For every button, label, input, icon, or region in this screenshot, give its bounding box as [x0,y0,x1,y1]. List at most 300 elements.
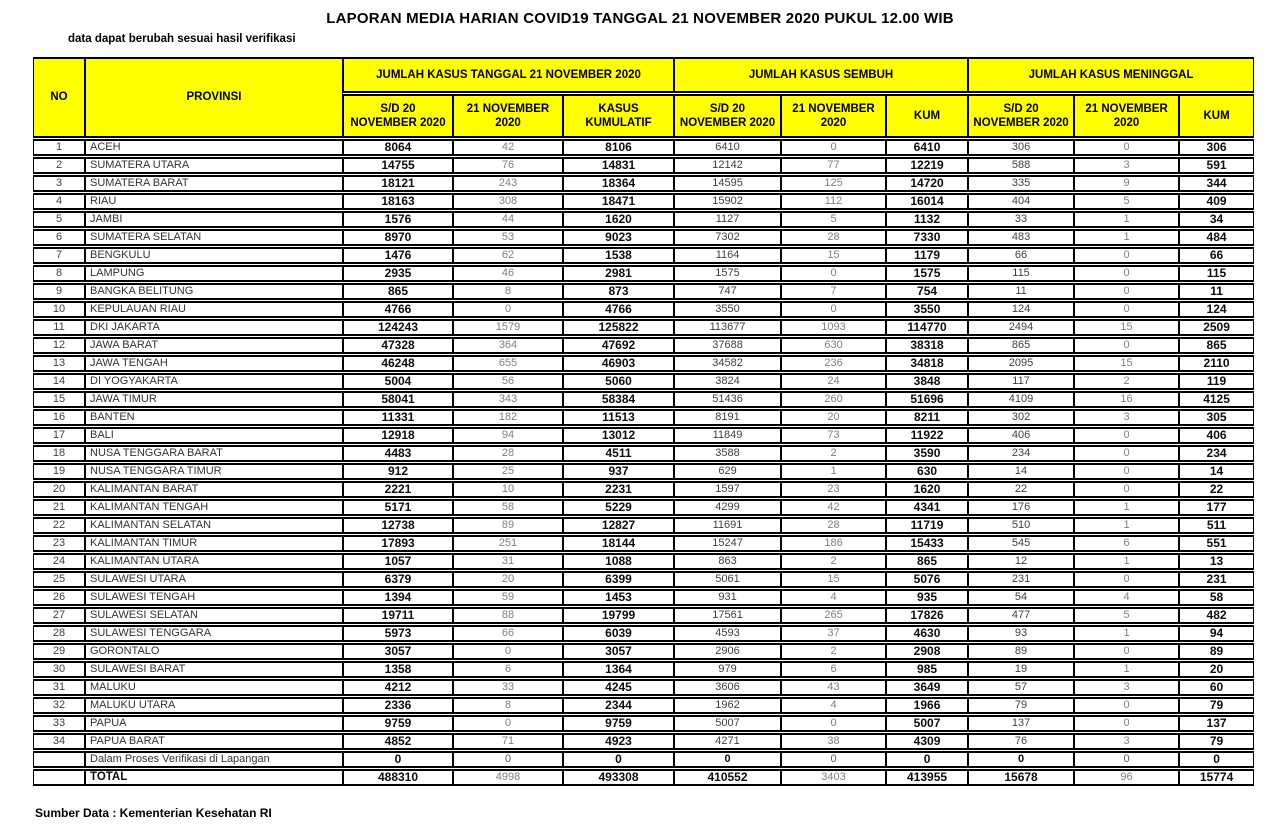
table-row [33,211,1254,228]
cell-sembuh-sd20: 4299 [674,499,781,516]
cell-sembuh-21nov: 0 [781,715,886,732]
cell-sembuh-21nov: 0 [781,751,886,768]
cell-meninggal-sd20: 545 [968,535,1074,552]
cell-meninggal-kum: 511 [1179,517,1254,534]
cell-meninggal-sd20: 57 [968,679,1074,696]
cell-kasus-21nov: 6 [453,661,563,678]
cell-kasus-kumulatif: 11513 [563,409,674,426]
cell-sembuh-kum: 12219 [886,157,968,174]
cell-meninggal-21nov: 96 [1074,769,1179,786]
cell-sembuh-sd20: 1962 [674,697,781,714]
group-header-meninggal: JUMLAH KASUS MENINGGAL [968,57,1254,93]
cell-kasus-sd20: 4766 [343,301,453,318]
row-number: 7 [33,247,85,264]
province-name: DI YOGYAKARTA [85,373,343,390]
cell-meninggal-kum: 20 [1179,661,1254,678]
table-row [33,157,1254,174]
row-number: 13 [33,355,85,372]
cell-meninggal-kum: 66 [1179,247,1254,264]
cell-kasus-sd20: 58041 [343,391,453,408]
cell-sembuh-kum: 8211 [886,409,968,426]
cell-kasus-sd20: 46248 [343,355,453,372]
cell-sembuh-kum: 754 [886,283,968,300]
cell-kasus-kumulatif: 47692 [563,337,674,354]
cell-meninggal-21nov: 3 [1074,733,1179,750]
province-name: SULAWESI TENGAH [85,589,343,606]
table-row [33,643,1254,660]
cell-meninggal-kum: 4125 [1179,391,1254,408]
cell-meninggal-21nov: 15 [1074,355,1179,372]
province-name: KALIMANTAN BARAT [85,481,343,498]
cell-meninggal-sd20: 4109 [968,391,1074,408]
cell-meninggal-sd20: 11 [968,283,1074,300]
table-row [33,589,1254,606]
row-number: 2 [33,157,85,174]
table-row [33,535,1254,552]
cell-sembuh-sd20: 7302 [674,229,781,246]
cell-meninggal-21nov: 1 [1074,625,1179,642]
cell-kasus-sd20: 4852 [343,733,453,750]
row-number: 29 [33,643,85,660]
cell-meninggal-21nov: 2 [1074,373,1179,390]
cell-meninggal-sd20: 79 [968,697,1074,714]
cell-sembuh-kum: 16014 [886,193,968,210]
row-number: 12 [33,337,85,354]
cell-sembuh-sd20: 12142 [674,157,781,174]
cell-sembuh-kum: 935 [886,589,968,606]
province-name: NUSA TENGGARA TIMUR [85,463,343,480]
table-row [33,319,1254,336]
province-name: BENGKULU [85,247,343,264]
covid-report-table [33,56,1254,787]
cell-meninggal-sd20: 137 [968,715,1074,732]
cell-meninggal-kum: 60 [1179,679,1254,696]
cell-sembuh-sd20: 11691 [674,517,781,534]
col-header-no: NO [33,57,85,138]
cell-kasus-21nov: 243 [453,175,563,192]
cell-sembuh-kum: 4309 [886,733,968,750]
table-row [33,463,1254,480]
cell-meninggal-kum: 409 [1179,193,1254,210]
cell-kasus-sd20: 18163 [343,193,453,210]
cell-sembuh-sd20: 113677 [674,319,781,336]
cell-kasus-sd20: 18121 [343,175,453,192]
cell-sembuh-21nov: 0 [781,301,886,318]
cell-kasus-kumulatif: 3057 [563,643,674,660]
cell-kasus-sd20: 12738 [343,517,453,534]
cell-kasus-sd20: 2221 [343,481,453,498]
cell-meninggal-sd20: 93 [968,625,1074,642]
cell-sembuh-sd20: 5007 [674,715,781,732]
cell-meninggal-sd20: 66 [968,247,1074,264]
cell-meninggal-kum: 13 [1179,553,1254,570]
cell-sembuh-sd20: 3606 [674,679,781,696]
row-number: 30 [33,661,85,678]
cell-sembuh-kum: 3649 [886,679,968,696]
cell-kasus-sd20: 4212 [343,679,453,696]
cell-meninggal-21nov: 1 [1074,229,1179,246]
cell-sembuh-sd20: 3824 [674,373,781,390]
cell-sembuh-kum: 1575 [886,265,968,282]
cell-meninggal-21nov: 1 [1074,211,1179,228]
cell-sembuh-21nov: 24 [781,373,886,390]
cell-meninggal-sd20: 231 [968,571,1074,588]
cell-meninggal-sd20: 406 [968,427,1074,444]
cell-meninggal-21nov: 0 [1074,265,1179,282]
cell-kasus-21nov: 308 [453,193,563,210]
cell-meninggal-21nov: 0 [1074,301,1179,318]
cell-meninggal-21nov: 5 [1074,607,1179,624]
row-number: 4 [33,193,85,210]
table-body [33,139,1254,786]
cell-meninggal-sd20: 117 [968,373,1074,390]
cell-meninggal-kum: 305 [1179,409,1254,426]
cell-meninggal-kum: 79 [1179,697,1254,714]
cell-sembuh-sd20: 1164 [674,247,781,264]
cell-meninggal-21nov: 0 [1074,715,1179,732]
cell-sembuh-kum: 4341 [886,499,968,516]
cell-kasus-kumulatif: 1364 [563,661,674,678]
cell-sembuh-21nov: 43 [781,679,886,696]
cell-sembuh-21nov: 1093 [781,319,886,336]
col-header-provinsi: PROVINSI [85,57,343,138]
cell-meninggal-21nov: 4 [1074,589,1179,606]
table-row [33,697,1254,714]
cell-kasus-21nov: 4998 [453,769,563,786]
cell-meninggal-21nov: 3 [1074,409,1179,426]
cell-meninggal-21nov: 15 [1074,319,1179,336]
cell-sembuh-kum: 17826 [886,607,968,624]
cell-kasus-kumulatif: 6039 [563,625,674,642]
cell-meninggal-21nov: 3 [1074,157,1179,174]
row-number: 5 [33,211,85,228]
cell-sembuh-21nov: 1 [781,463,886,480]
cell-sembuh-21nov: 112 [781,193,886,210]
cell-kasus-21nov: 655 [453,355,563,372]
province-name: TOTAL [85,769,343,786]
cell-sembuh-21nov: 6 [781,661,886,678]
cell-kasus-kumulatif: 5060 [563,373,674,390]
cell-sembuh-21nov: 4 [781,589,886,606]
province-name: BALI [85,427,343,444]
table-row [33,517,1254,534]
cell-kasus-21nov: 10 [453,481,563,498]
cell-meninggal-sd20: 12 [968,553,1074,570]
cell-sembuh-kum: 1179 [886,247,968,264]
cell-sembuh-21nov: 2 [781,553,886,570]
cell-sembuh-sd20: 1597 [674,481,781,498]
table-row [33,265,1254,282]
subheader-sembuh-sd20: S/D 20 NOVEMBER 2020 [674,94,781,138]
row-number: 24 [33,553,85,570]
cell-meninggal-kum: 15774 [1179,769,1254,786]
table-row [33,553,1254,570]
province-name: DKI JAKARTA [85,319,343,336]
cell-kasus-21nov: 94 [453,427,563,444]
province-name: SULAWESI UTARA [85,571,343,588]
cell-kasus-kumulatif: 1088 [563,553,674,570]
cell-kasus-kumulatif: 1620 [563,211,674,228]
cell-sembuh-21nov: 28 [781,229,886,246]
cell-kasus-21nov: 58 [453,499,563,516]
cell-sembuh-kum: 1966 [886,697,968,714]
cell-sembuh-sd20: 3588 [674,445,781,462]
cell-kasus-sd20: 3057 [343,643,453,660]
cell-kasus-21nov: 8 [453,283,563,300]
cell-meninggal-sd20: 2095 [968,355,1074,372]
cell-kasus-21nov: 28 [453,445,563,462]
cell-meninggal-sd20: 22 [968,481,1074,498]
cell-kasus-21nov: 8 [453,697,563,714]
row-number [33,769,85,786]
cell-sembuh-21nov: 236 [781,355,886,372]
cell-kasus-21nov: 42 [453,139,563,156]
row-number: 17 [33,427,85,444]
row-number: 18 [33,445,85,462]
cell-kasus-kumulatif: 1453 [563,589,674,606]
table-row [33,409,1254,426]
cell-meninggal-sd20: 483 [968,229,1074,246]
header-group-row [33,57,1254,93]
cell-kasus-21nov: 182 [453,409,563,426]
cell-meninggal-kum: 2110 [1179,355,1254,372]
cell-kasus-21nov: 0 [453,301,563,318]
source-note: Sumber Data : Kementerian Kesehatan RI [35,806,272,820]
cell-sembuh-sd20: 0 [674,751,781,768]
cell-meninggal-kum: 94 [1179,625,1254,642]
cell-sembuh-sd20: 4271 [674,733,781,750]
cell-sembuh-sd20: 629 [674,463,781,480]
cell-meninggal-kum: 34 [1179,211,1254,228]
cell-meninggal-kum: 484 [1179,229,1254,246]
cell-meninggal-kum: 79 [1179,733,1254,750]
cell-kasus-21nov: 71 [453,733,563,750]
cell-meninggal-kum: 14 [1179,463,1254,480]
cell-kasus-kumulatif: 9023 [563,229,674,246]
cell-meninggal-kum: 344 [1179,175,1254,192]
cell-meninggal-kum: 177 [1179,499,1254,516]
subheader-meninggal-sd20: S/D 20 NOVEMBER 2020 [968,94,1074,138]
table-row [33,751,1254,768]
row-number: 19 [33,463,85,480]
table-row [33,445,1254,462]
province-name: RIAU [85,193,343,210]
cell-kasus-sd20: 912 [343,463,453,480]
cell-kasus-21nov: 44 [453,211,563,228]
cell-kasus-kumulatif: 18144 [563,535,674,552]
row-number: 3 [33,175,85,192]
cell-kasus-21nov: 0 [453,715,563,732]
province-name: SUMATERA UTARA [85,157,343,174]
cell-sembuh-kum: 0 [886,751,968,768]
cell-sembuh-sd20: 37688 [674,337,781,354]
cell-kasus-kumulatif: 493308 [563,769,674,786]
cell-meninggal-kum: 234 [1179,445,1254,462]
cell-meninggal-21nov: 0 [1074,751,1179,768]
cell-kasus-kumulatif: 9759 [563,715,674,732]
cell-kasus-21nov: 25 [453,463,563,480]
cell-kasus-sd20: 19711 [343,607,453,624]
cell-sembuh-21nov: 38 [781,733,886,750]
cell-kasus-21nov: 59 [453,589,563,606]
province-name: JAWA TIMUR [85,391,343,408]
cell-meninggal-sd20: 54 [968,589,1074,606]
cell-sembuh-kum: 15433 [886,535,968,552]
cell-meninggal-kum: 231 [1179,571,1254,588]
cell-sembuh-21nov: 4 [781,697,886,714]
cell-sembuh-kum: 14720 [886,175,968,192]
province-name: SUMATERA BARAT [85,175,343,192]
cell-kasus-kumulatif: 2981 [563,265,674,282]
cell-kasus-kumulatif: 125822 [563,319,674,336]
cell-meninggal-21nov: 0 [1074,643,1179,660]
cell-sembuh-kum: 3848 [886,373,968,390]
cell-kasus-21nov: 53 [453,229,563,246]
cell-sembuh-21nov: 3403 [781,769,886,786]
cell-sembuh-21nov: 186 [781,535,886,552]
table-row [33,247,1254,264]
cell-meninggal-kum: 482 [1179,607,1254,624]
cell-meninggal-kum: 58 [1179,589,1254,606]
cell-kasus-21nov: 62 [453,247,563,264]
cell-kasus-kumulatif: 58384 [563,391,674,408]
row-number: 33 [33,715,85,732]
cell-kasus-21nov: 364 [453,337,563,354]
province-name: BANTEN [85,409,343,426]
cell-meninggal-sd20: 15678 [968,769,1074,786]
cell-sembuh-21nov: 2 [781,643,886,660]
row-number: 27 [33,607,85,624]
cell-kasus-21nov: 251 [453,535,563,552]
row-number: 26 [33,589,85,606]
cell-meninggal-kum: 551 [1179,535,1254,552]
cell-kasus-sd20: 5973 [343,625,453,642]
cell-meninggal-kum: 11 [1179,283,1254,300]
cell-sembuh-sd20: 3550 [674,301,781,318]
table-row [33,715,1254,732]
cell-meninggal-sd20: 14 [968,463,1074,480]
table-row [33,355,1254,372]
cell-kasus-21nov: 66 [453,625,563,642]
cell-kasus-21nov: 0 [453,751,563,768]
table-row [33,607,1254,624]
cell-kasus-kumulatif: 46903 [563,355,674,372]
cell-kasus-21nov: 0 [453,643,563,660]
cell-meninggal-sd20: 404 [968,193,1074,210]
cell-meninggal-kum: 119 [1179,373,1254,390]
cell-sembuh-kum: 114770 [886,319,968,336]
cell-meninggal-sd20: 89 [968,643,1074,660]
cell-sembuh-21nov: 0 [781,139,886,156]
cell-sembuh-kum: 1620 [886,481,968,498]
province-name: JAWA BARAT [85,337,343,354]
cell-sembuh-sd20: 51436 [674,391,781,408]
row-number: 31 [33,679,85,696]
cell-meninggal-21nov: 0 [1074,427,1179,444]
cell-kasus-21nov: 343 [453,391,563,408]
province-name: ACEH [85,139,343,156]
cell-meninggal-21nov: 1 [1074,553,1179,570]
cell-kasus-kumulatif: 2231 [563,481,674,498]
cell-kasus-kumulatif: 873 [563,283,674,300]
cell-meninggal-sd20: 76 [968,733,1074,750]
cell-sembuh-21nov: 23 [781,481,886,498]
cell-sembuh-21nov: 15 [781,247,886,264]
subheader-sembuh-21nov: 21 NOVEMBER 2020 [781,94,886,138]
cell-kasus-sd20: 1057 [343,553,453,570]
total-row [33,769,1254,786]
province-name: SULAWESI TENGGARA [85,625,343,642]
subheader-meninggal-kum: KUM [1179,94,1254,138]
cell-sembuh-sd20: 1575 [674,265,781,282]
province-name: JAWA TENGAH [85,355,343,372]
cell-meninggal-sd20: 124 [968,301,1074,318]
row-number: 32 [33,697,85,714]
cell-meninggal-kum: 865 [1179,337,1254,354]
subheader-meninggal-21nov: 21 NOVEMBER 2020 [1074,94,1179,138]
province-name: PAPUA [85,715,343,732]
cell-sembuh-21nov: 2 [781,445,886,462]
cell-sembuh-kum: 4630 [886,625,968,642]
cell-meninggal-21nov: 0 [1074,463,1179,480]
cell-sembuh-21nov: 15 [781,571,886,588]
cell-sembuh-kum: 865 [886,553,968,570]
cell-meninggal-kum: 22 [1179,481,1254,498]
cell-kasus-kumulatif: 4923 [563,733,674,750]
row-number: 6 [33,229,85,246]
cell-kasus-sd20: 6379 [343,571,453,588]
cell-kasus-kumulatif: 4511 [563,445,674,462]
cell-sembuh-sd20: 863 [674,553,781,570]
province-name: KALIMANTAN UTARA [85,553,343,570]
row-number: 21 [33,499,85,516]
group-header-sembuh: JUMLAH KASUS SEMBUH [674,57,968,93]
table-row [33,571,1254,588]
cell-sembuh-21nov: 77 [781,157,886,174]
cell-meninggal-kum: 115 [1179,265,1254,282]
table-row [33,139,1254,156]
table-row [33,301,1254,318]
cell-kasus-21nov: 88 [453,607,563,624]
province-name: NUSA TENGGARA BARAT [85,445,343,462]
cell-kasus-sd20: 2336 [343,697,453,714]
cell-kasus-sd20: 4483 [343,445,453,462]
table-row [33,679,1254,696]
table-row [33,391,1254,408]
cell-sembuh-kum: 51696 [886,391,968,408]
row-number: 16 [33,409,85,426]
subheader-sembuh-kum: KUM [886,94,968,138]
cell-meninggal-kum: 2509 [1179,319,1254,336]
cell-kasus-sd20: 5171 [343,499,453,516]
cell-meninggal-sd20: 588 [968,157,1074,174]
table-row [33,283,1254,300]
cell-sembuh-sd20: 410552 [674,769,781,786]
table-row [33,337,1254,354]
cell-kasus-sd20: 865 [343,283,453,300]
cell-kasus-kumulatif: 0 [563,751,674,768]
province-name: SULAWESI BARAT [85,661,343,678]
subheader-kasus-21nov: 21 NOVEMBER 2020 [453,94,563,138]
province-name: MALUKU UTARA [85,697,343,714]
subheader-kasus-sd20: S/D 20 NOVEMBER 2020 [343,94,453,138]
province-name: KEPULAUAN RIAU [85,301,343,318]
cell-sembuh-kum: 630 [886,463,968,480]
row-number: 28 [33,625,85,642]
cell-kasus-21nov: 1579 [453,319,563,336]
row-number: 10 [33,301,85,318]
row-number: 14 [33,373,85,390]
